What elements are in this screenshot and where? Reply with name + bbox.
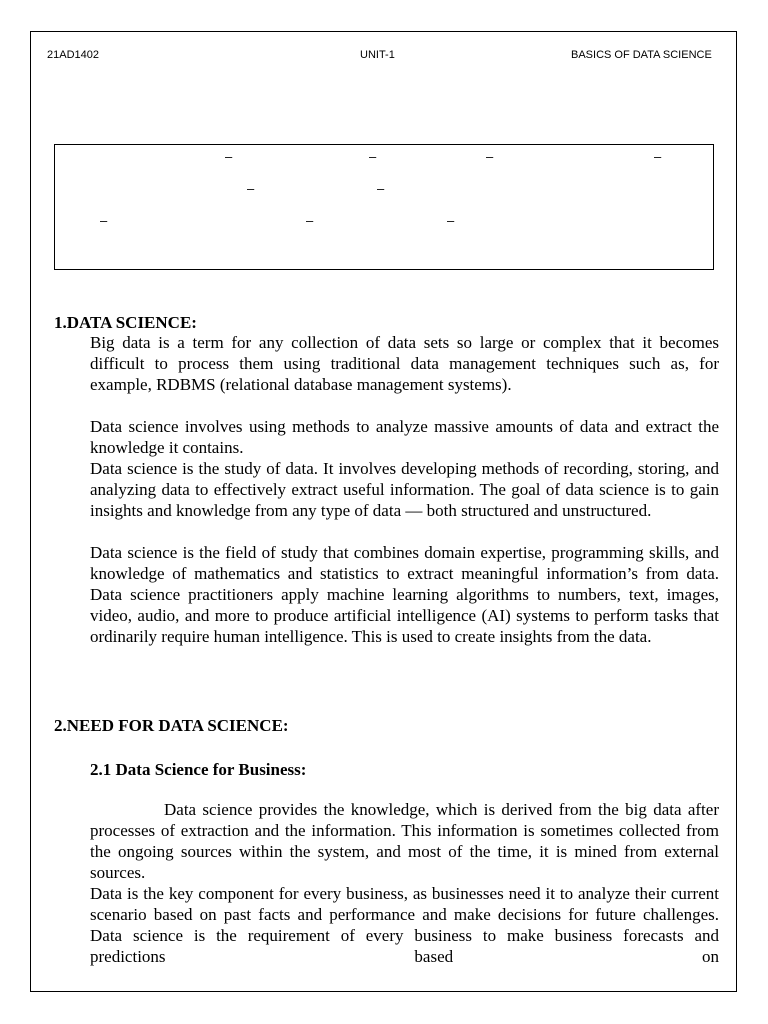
syllabus-dash: – [100,213,108,228]
section-heading-need-for-data-science: 2.NEED FOR DATA SCIENCE: [54,716,289,735]
syllabus-dash: – [377,181,385,196]
section-heading-data-science: 1.DATA SCIENCE: [54,313,197,332]
syllabus-box [54,144,714,270]
header-course-code: 21AD1402 [47,49,99,61]
syllabus-dash: – [225,149,233,164]
header-subject: BASICS OF DATA SCIENCE [571,49,712,61]
syllabus-dash: – [654,149,662,164]
syllabus-dash: – [369,149,377,164]
sub-heading-data-science-for-business: 2.1 Data Science for Business: [90,760,307,779]
syllabus-dash: – [447,213,455,228]
paragraph: Data science is the field of study that combines domain expertise, programming skills, and knowledge of mathematics and statistics to extract meaningful information’s from data. Data science practitioners apply machine learning algorithms to numbers, text, images, video, audio, and more to produce artificial intelligence (AI) systems to perform tasks that ordinarily require human intelligence. This is used to create insights from the data. [90,543,719,646]
syllabus-dash: – [247,181,255,196]
paragraph: Big data is a term for any collection of data sets so large or complex that it becomes difficult to process them using traditional data management techniques such as, for example, RDBMS (relational database management systems). [90,333,719,394]
header-unit: UNIT-1 [360,49,395,61]
syllabus-dash: – [486,149,494,164]
syllabus-dash: – [306,213,314,228]
paragraph: Data science involves using methods to analyze massive amounts of data and extract the knowledge it contains. [90,417,719,457]
paragraph: Data science is the study of data. It involves developing methods of recording, storing, and analyzing data to effectively extract useful information. The goal of data science is to gain insights and knowledge from any type of data — both structured and unstructured. [90,459,719,520]
paragraph: Data is the key component for every business, as businesses need it to analyze their current scenario based on past facts and performance and make decisions for future challenges. Data science is the requirement of every business to make business forecasts and predictions based on [90,884,719,966]
paragraph: Data science provides the knowledge, which is derived from the big data after processes of extraction and the information. This information is sometimes collected from the ongoing sources within the system, and most of the time, it is mined from external sources. [90,800,719,882]
